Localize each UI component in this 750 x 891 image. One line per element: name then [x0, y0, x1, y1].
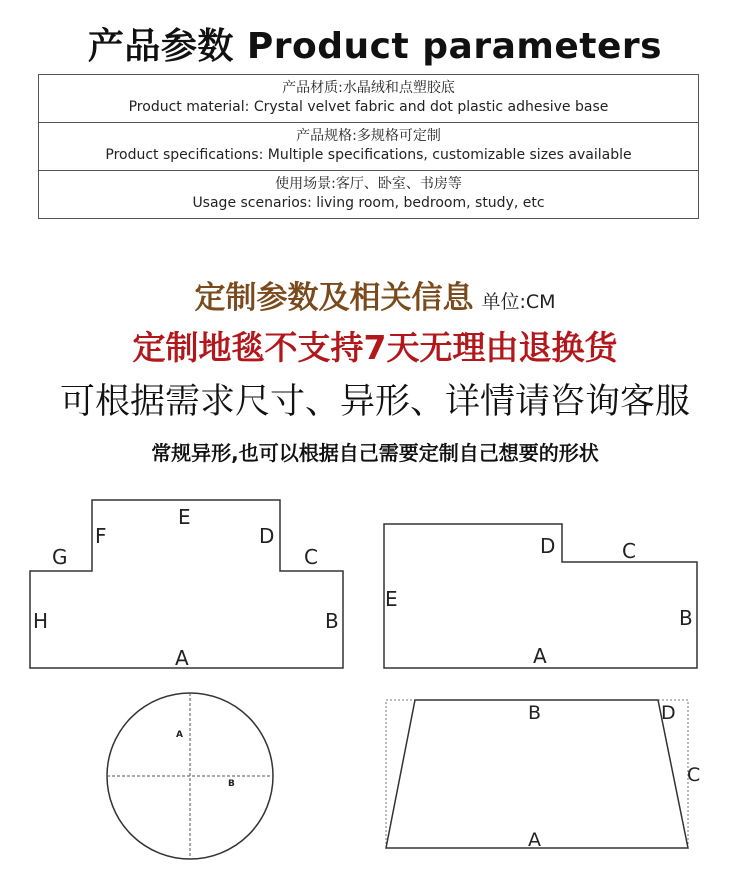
circle-label-a: A	[176, 730, 183, 740]
notch-label-a: A	[533, 644, 547, 668]
notch-shape-diagram	[382, 522, 700, 672]
param-usage-cn: 使用场景:客厅、卧室、书房等	[275, 176, 462, 192]
notch-label-c: C	[622, 539, 636, 563]
t-shape-label-d: D	[259, 524, 275, 548]
trapezoid-label-a: A	[528, 829, 541, 851]
param-specifications-cn: 产品规格:多规格可定制	[296, 128, 441, 144]
notch-label-b: B	[679, 606, 693, 630]
customer-service-note: 可根据需求尺寸、异形、详情请咨询客服	[59, 382, 690, 422]
param-row-usage	[39, 170, 698, 218]
notch-label-d: D	[540, 534, 556, 558]
param-row-material	[39, 75, 698, 122]
trapezoid-label-d: D	[661, 702, 676, 724]
unit-label: 单位:CM	[481, 291, 556, 313]
custom-heading-text: 定制参数及相关信息	[194, 280, 474, 316]
param-material-cn: 产品材质:水晶绒和点塑胶底	[282, 80, 455, 96]
custom-parameters-heading	[0, 272, 750, 317]
trapezoid-diagram	[382, 698, 701, 852]
t-shape-label-h: H	[33, 609, 49, 633]
t-shape-label-e: E	[178, 505, 191, 529]
t-shape-label-b: B	[325, 609, 339, 633]
t-shape-label-g: G	[52, 545, 68, 569]
param-row-specifications	[39, 122, 698, 170]
custom-shape-note: 常规异形,也可以根据自己需要定制自己想要的形状	[151, 441, 599, 465]
trapezoid-label-c: C	[687, 764, 701, 786]
param-material-en: Product material: Crystal velvet fabric and dot plastic adhesive base	[128, 99, 609, 115]
trapezoid-label-b: B	[528, 702, 542, 724]
page-title: 产品参数 Product parameters	[87, 26, 663, 67]
t-shape-label-a: A	[175, 646, 189, 670]
circle-diagram	[104, 690, 276, 862]
t-shape-label-f: F	[95, 524, 107, 548]
t-shape-label-c: C	[304, 545, 318, 569]
circle-label-b: B	[228, 779, 235, 789]
notch-label-e: E	[385, 587, 398, 611]
no-return-notice: 定制地毯不支持7天无理由退换货	[132, 328, 618, 367]
t-shape-diagram	[28, 498, 346, 673]
param-usage-en: Usage scenarios: living room, bedroom, study, etc	[192, 195, 545, 211]
parameters-table	[38, 74, 699, 219]
param-specifications-en: Product specifications: Multiple specifications, customizable sizes available	[105, 147, 632, 163]
